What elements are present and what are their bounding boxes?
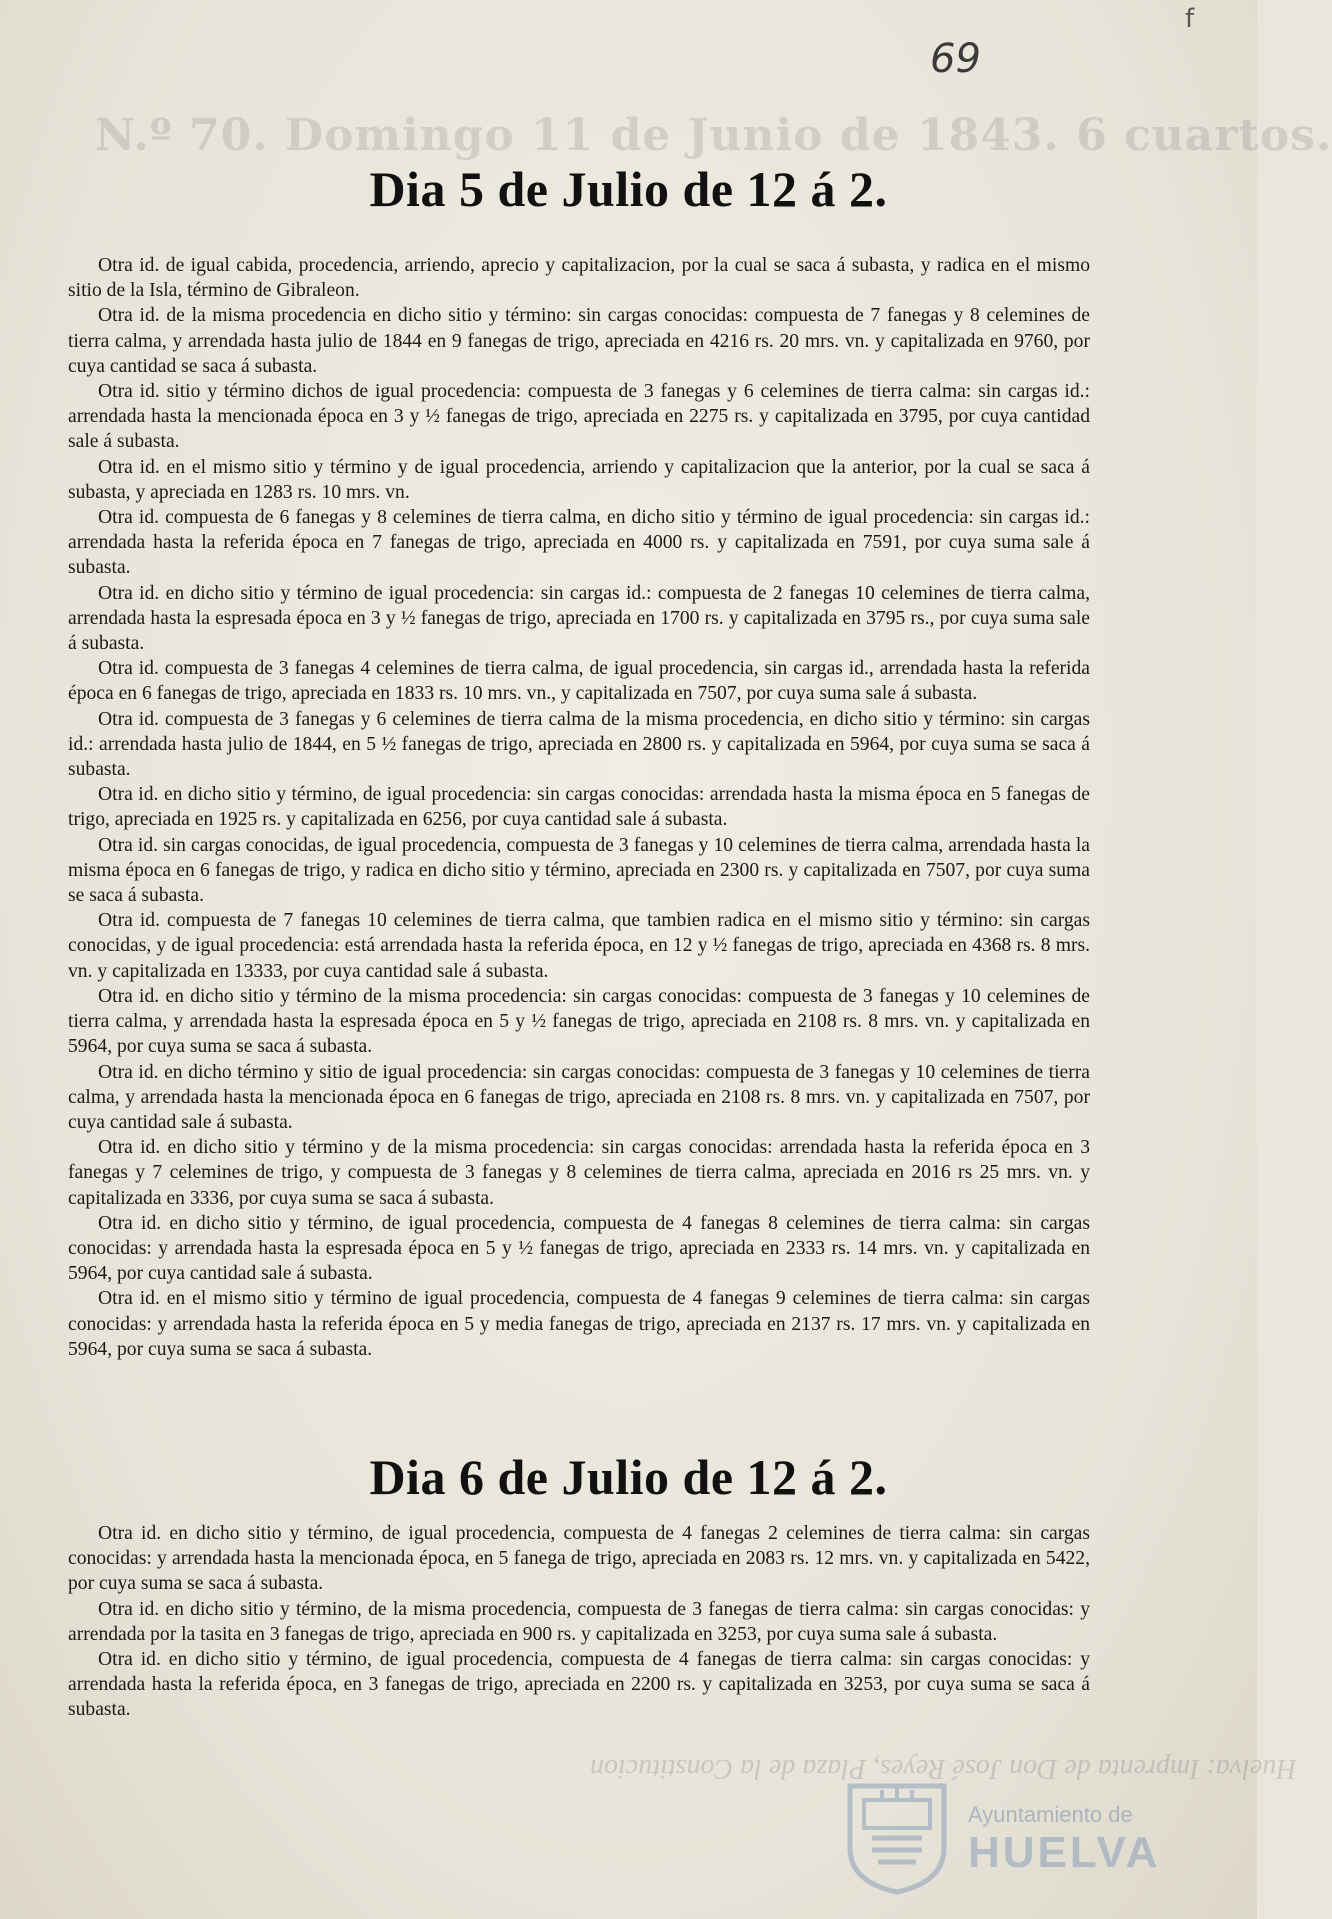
paragraph: Otra id. de la misma procedencia en dicho sitio y término: sin cargas conocidas: compuesta de 7 fanegas y 8 celemines de tierra calma, y arrendada hasta julio de 1844 en 9 fanegas de trigo, apreciada en 4216 rs. 20 mrs. vn. y capitalizada en 9760, por cuya cantidad se saca á subasta. xyxy=(68,305,1090,377)
watermark-line-1: Ayuntamiento de xyxy=(968,1802,1133,1827)
coat-of-arms-icon xyxy=(842,1778,952,1896)
paragraph: Otra id. en dicho sitio y término, de igual procedencia, compuesta de 4 fanegas 8 celemines de tierra calma: sin cargas conocidas: y arrendada hasta la espresada época en 5 y ½ fanegas de trigo, apreciada en 2333 rs. 14 mrs. vn. y capitalizada en 5964, por cuya cantidad sale á subasta. xyxy=(68,1212,1090,1285)
paragraph: Otra id. en dicho sitio y término, de la misma procedencia, compuesta de 3 fanegas de tierra calma: sin cargas conocidas: y arrendada por la tasita en 3 fanegas de trigo, apreciada en 900 rs. y capitalizada en 3253, por cuya suma sale á subasta. xyxy=(68,1598,1090,1645)
paragraph: Otra id. en el mismo sitio y término de igual procedencia, compuesta de 4 fanegas 9 celemines de tierra calma: sin cargas conocidas: y arrendada hasta la referida época en 5 y media fanegas de trigo, apreciada en 2137 rs. 17 mrs. vn. y capitalizada en 5964, por cuya suma se saca á subasta. xyxy=(68,1288,1090,1360)
paragraph: Otra id. en el mismo sitio y término y de igual procedencia, arriendo y capitalizacion que la anterior, por la cual se saca á subasta, y apreciada en 1283 rs. 10 mrs. vn. xyxy=(68,456,1090,503)
section-body-july-5 xyxy=(68,253,1090,1362)
section-body-july-6 xyxy=(68,1521,1090,1723)
paragraph: Otra id. en dicho sitio y término, de igual procedencia: sin cargas conocidas: arrendada hasta la misma época en 5 fanegas de trigo, apreciada en 1925 rs. y capitalizada en 6256, por cuya cantidad sale á subasta. xyxy=(68,784,1090,831)
bleed-through-text: N.º 70. Domingo 11 de Junio de 1843. 6 cuartos. xyxy=(95,110,1332,161)
paragraph: Otra id. de igual cabida, procedencia, arriendo, aprecio y capitalizacion, por la cual se saca á subasta, y radica en el mismo sitio de la Isla, término de Gibraleon. xyxy=(68,255,1090,302)
paragraph: Otra id. en dicho término y sitio de igual procedencia: sin cargas conocidas: compuesta de 3 fanegas y 10 celemines de tierra calma, y arrendada hasta la mencionada época en 6 fanegas de trigo, apreciada en 2108 rs. 8 mrs. vn. y capitalizada en 7507, por cuya cantidad sale á subasta. xyxy=(68,1061,1090,1133)
paragraph: Otra id. en dicho sitio y término y de la misma procedencia: sin cargas conocidas: arrendada hasta la referida época en 3 fanegas y 7 celemines de trigo, y compuesta de 3 fanegas y 8 celemines de tierra calma, apreciada en 2016 rs 25 mrs. vn. y capitalizada en 3336, por cuya suma se saca á subasta. xyxy=(68,1137,1090,1209)
section-heading-july-5: Dia 5 de Julio de 12 á 2. xyxy=(369,161,888,217)
paragraph: Otra id. sin cargas conocidas, de igual procedencia, compuesta de 3 fanegas y 10 celemines de tierra calma, arrendada hasta la misma época en 6 fanegas de trigo, y radica en dicho sitio y término, apreciada en 2300 rs. y capitalizada en 7507, por cuya suma se saca á subasta. xyxy=(68,834,1090,907)
folio-number: 69 xyxy=(930,36,981,82)
paragraph: Otra id. en dicho sitio y término de la misma procedencia: sin cargas conocidas: compuesta de 3 fanegas y 10 celemines de tierra calma, y arrendada hasta la espresada época en 5 y ½ fanegas de trigo, apreciada en 2108 rs. 8 mrs. vn. y capitalizada en 5964, por cuya suma se saca á subasta. xyxy=(68,985,1090,1058)
paragraph: Otra id. en dicho sitio y término, de igual procedencia, compuesta de 4 fanegas 2 celemines de tierra calma: sin cargas conocidas: y arrendada hasta la mencionada época, en 5 fanega de trigo, apreciada en 2083 rs. 12 mrs. vn. y capitalizada en 5422, por cuya suma se saca á subasta. xyxy=(68,1523,1090,1595)
bleed-through-imprint: Huelva: Imprenta de Don José Reyes, Plaza de la Constitucion xyxy=(590,1753,1297,1784)
watermark-line-2: HUELVA xyxy=(968,1828,1161,1877)
paragraph: Otra id. compuesta de 6 fanegas y 8 celemines de tierra calma, en dicho sitio y término de igual procedencia: sin cargas id.: arrendada hasta la referida época en 7 fanegas de trigo, apreciada en 4000 rs. y capitalizada en 7591, por cuya suma sale á subasta. xyxy=(68,507,1090,579)
paragraph: Otra id. compuesta de 3 fanegas 4 celemines de tierra calma, de igual procedencia, sin cargas id., arrendada hasta la referida época en 6 fanegas de trigo, apreciada en 1833 rs. 10 mrs. vn., y capitalizada en 7507, por cuya suma sale á subasta. xyxy=(68,658,1090,705)
paragraph: Otra id. compuesta de 3 fanegas y 6 celemines de tierra calma de la misma procedencia, en dicho sitio y término: sin cargas id.: arrendada hasta julio de 1844, en 5 ½ fanegas de trigo, apreciada en 2800 rs. y capitalizada en 5964, por cuya suma se saca á subasta. xyxy=(68,708,1090,781)
paragraph: Otra id. compuesta de 7 fanegas 10 celemines de tierra calma, que tambien radica en el mismo sitio y término: sin cargas conocidas, y de igual procedencia: está arrendada hasta la referida época, en 12 y ½ fanegas de trigo, apreciada en 4368 rs. 8 mrs. vn. y capitalizada en 13333, por cuya cantidad sale á subasta. xyxy=(68,910,1090,982)
paragraph: Otra id. sitio y término dichos de igual procedencia: compuesta de 3 fanegas y 6 celemines de tierra calma: sin cargas id.: arrendada hasta la mencionada época en 3 y ½ fanegas de trigo, apreciada en 2275 rs. y capitalizada en 3795, por cuya cantidad sale á subasta. xyxy=(68,381,1090,453)
paragraph: Otra id. en dicho sitio y término, de igual procedencia, compuesta de 4 fanegas de tierra calma: sin cargas conocidas: y arrendada hasta la referida época, en 3 fanegas de trigo, apreciada en 2200 rs. y capitalizada en 3253, por cuya suma se saca á subasta. xyxy=(68,1649,1090,1721)
archive-watermark xyxy=(842,1778,1182,1898)
corner-mark: f xyxy=(1185,4,1195,34)
paragraph: Otra id. en dicho sitio y término de igual procedencia: sin cargas id.: compuesta de 2 fanegas 10 celemines de tierra calma, arrendada hasta la espresada época en 3 y ½ fanegas de trigo, apreciada en 1700 rs. y capitalizada en 3795 rs., por cuya suma sale á subasta. xyxy=(68,582,1090,655)
section-heading-july-6: Dia 6 de Julio de 12 á 2. xyxy=(369,1449,888,1505)
